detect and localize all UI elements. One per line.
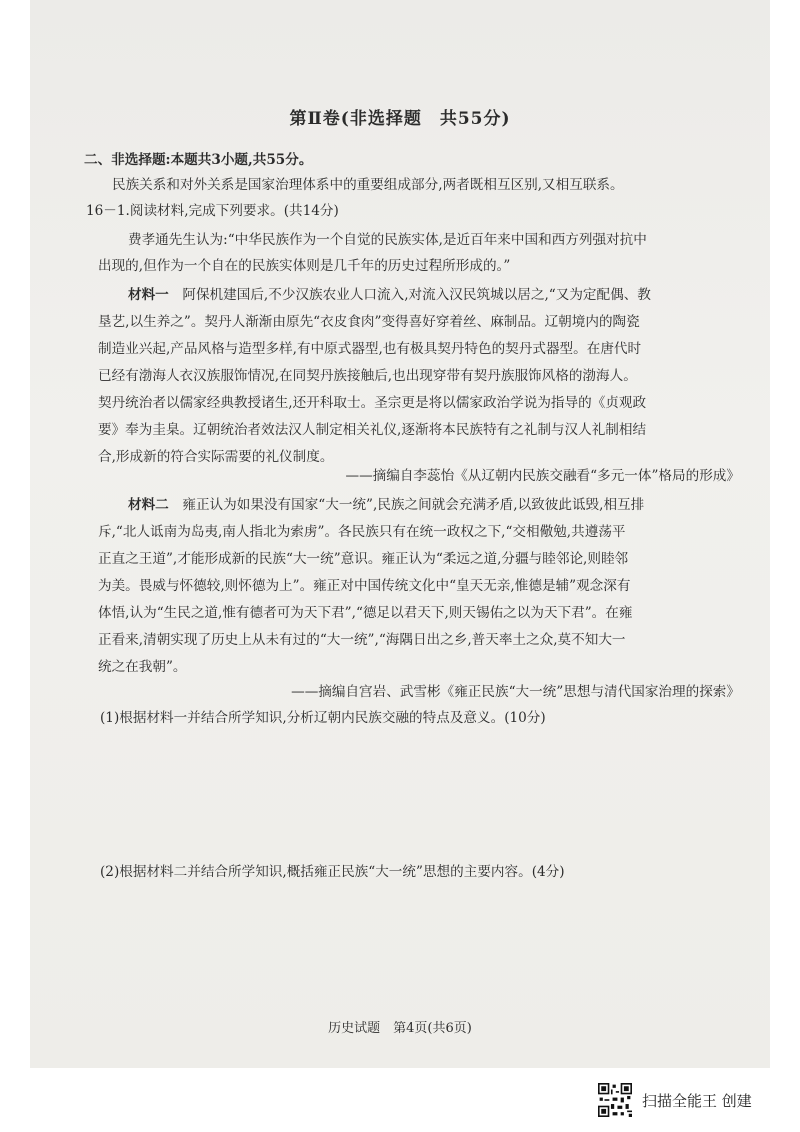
material1-line: 制造业兴起,产品风格与造型多样,有中原式器型,也有极具契丹特色的契丹式器型。在唐代时 bbox=[98, 341, 642, 357]
material1-first-line bbox=[128, 285, 651, 305]
qr-code-icon bbox=[598, 1083, 632, 1117]
material1-label: 材料一 bbox=[128, 287, 169, 303]
material1-source: ——摘编自李蕊怡《从辽朝内民族交融看“多元一体”格局的形成》 bbox=[345, 468, 740, 484]
material1-line: 要》奉为圭臬。辽朝统治者效法汉人制定相关礼仪,逐渐将本民族特有之礼制与汉人礼制相结 bbox=[98, 422, 647, 438]
material2-line: 雍正认为如果没有国家“大一统”,民族之间就会充满矛盾,以致彼此诋毁,相互排 bbox=[182, 497, 645, 513]
material2-label: 材料二 bbox=[128, 497, 169, 513]
material1-line: 已经有渤海人衣汉族服饰情况,在同契丹族接触后,也出现穿带有契丹族服饰风格的渤海人。 bbox=[98, 368, 637, 384]
material1-line: 阿保机建国后,不少汉族农业人口流入,对流入汉民筑城以居之,“又为定配偶、教 bbox=[182, 287, 651, 303]
material1-line: 垦艺,以生养之”。契丹人渐渐由原先“衣皮食肉”变得喜好穿着丝、麻制品。辽朝境内的陶瓷 bbox=[98, 314, 640, 330]
material2-source: ——摘编自宫岩、武雪彬《雍正民族“大一统”思想与清代国家治理的探索》 bbox=[291, 684, 740, 700]
material2-line: 为美。畏威与怀德较,则怀德为上”。雍正对中国传统文化中“皇天无亲,惟德是辅”观念深有 bbox=[98, 578, 631, 594]
part-heading: 二、非选择题:本题共3小题,共55分。 bbox=[84, 152, 313, 168]
branding-text: 扫描全能王 创建 bbox=[642, 1091, 752, 1110]
quote-line: 费孝通先生认为:“中华民族作为一个自觉的民族实体,是近百年来中国和西方列强对抗中 bbox=[128, 232, 647, 248]
page-footer: 历史试题 第4页(共6页) bbox=[328, 1021, 472, 1036]
scanner-branding bbox=[598, 1083, 752, 1117]
intro-text: 民族关系和对外关系是国家治理体系中的重要组成部分,两者既相互区别,又相互联系。 bbox=[112, 177, 624, 193]
section-title: 第Ⅱ卷(非选择题 共55分) bbox=[289, 109, 511, 129]
question-header: 16－1.阅读材料,完成下列要求。(共14分) bbox=[86, 203, 339, 219]
material2-first-line bbox=[128, 495, 644, 515]
sub-question-1: (1)根据材料一并结合所学知识,分析辽朝内民族交融的特点及意义。(10分) bbox=[100, 710, 546, 726]
quote-line: 出现的,但作为一个自在的民族实体则是几千年的历史过程所形成的。” bbox=[98, 258, 511, 274]
material2-line: 斥,“北人诋南为岛夷,南人指北为索虏”。各民族只有在统一政权之下,“交相儆勉,共遵荡平 bbox=[98, 524, 626, 540]
material1-line: 契丹统治者以儒家经典教授诸生,还开科取士。圣宗更是将以儒家政治学说为指导的《贞观政 bbox=[98, 395, 647, 411]
material2-line: 体悟,认为“生民之道,惟有德者可为天下君”,“德足以君天下,则天锡佑之以为天下君”。在雍 bbox=[98, 605, 633, 621]
exam-page bbox=[30, 0, 770, 1068]
material2-line: 正直之王道”,才能形成新的民族“大一统”意识。雍正认为“柔远之道,分疆与睦邻论,则睦邻 bbox=[98, 551, 629, 567]
sub-question-2: (2)根据材料二并结合所学知识,概括雍正民族“大一统”思想的主要内容。(4分) bbox=[100, 864, 565, 880]
material2-line: 统之在我朝”。 bbox=[98, 659, 187, 675]
material1-line: 合,形成新的符合实际需要的礼仪制度。 bbox=[98, 449, 334, 465]
material2-line: 正看来,清朝实现了历史上从未有过的“大一统”,“海隅日出之乡,普天率土之众,莫不知大一 bbox=[98, 632, 626, 648]
